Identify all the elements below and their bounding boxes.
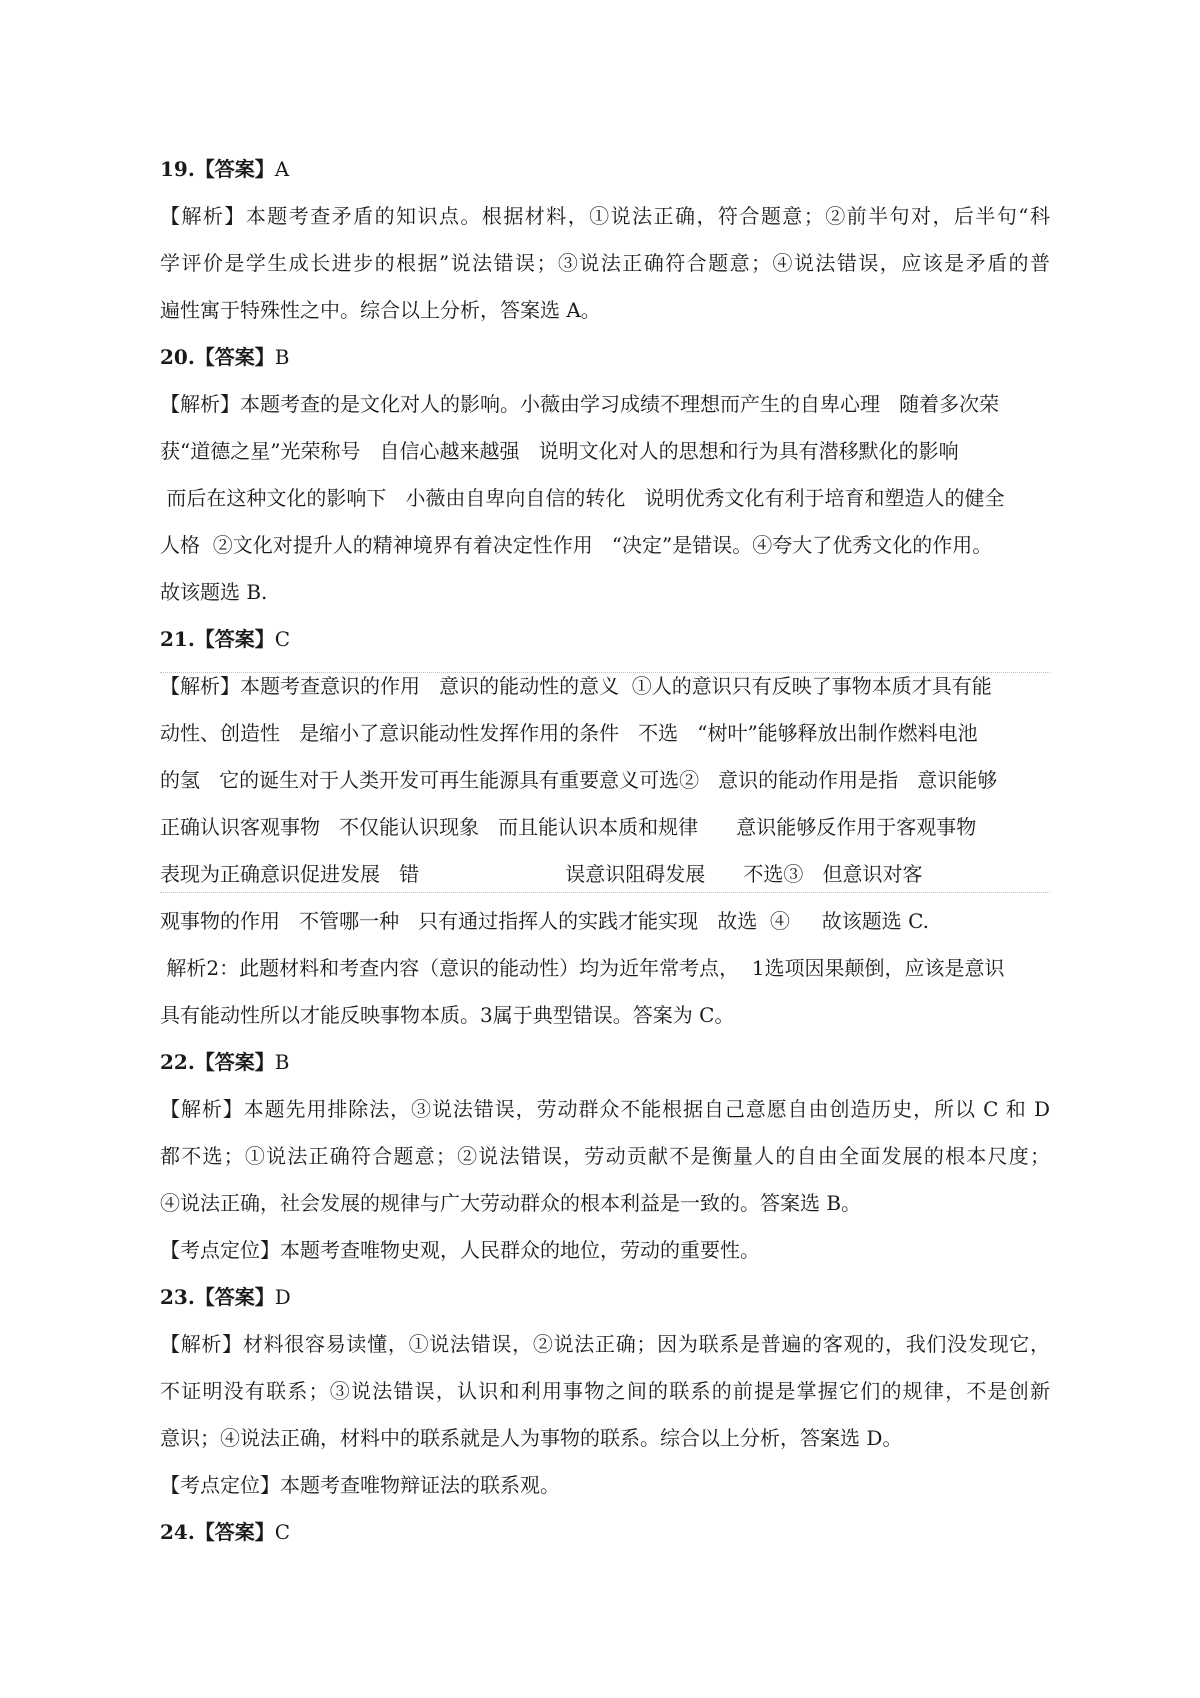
topic-note: 【考点定位】本题考查唯物史观，人民群众的地位，劳动的重要性。 bbox=[160, 1238, 760, 1262]
analysis-line: 表现为正确意识促进发展 错 误意识阻碍发展 不选③ 但意识对客 bbox=[160, 862, 923, 886]
analysis-line: 解析2：此题材料和考查内容（意识的能动性）均为近年常考点， 1选项因果颠倒，应该是意识 bbox=[160, 956, 1005, 980]
analysis-line: 的氢 它的诞生对于人类开发可再生能源具有重要意义可选② 意识的能动作用是指 意识能够 bbox=[160, 768, 998, 792]
answer-heading-22: 22.【答案】B bbox=[160, 1050, 290, 1074]
analysis-line: 而后在这种文化的影响下 小薇由自卑向自信的转化 说明优秀文化有利于培育和塑造人的健全 bbox=[160, 486, 1005, 510]
analysis-line: 都不选；①说法正确符合题意；②说法错误，劳动贡献不是衡量人的自由全面发展的根本尺度； bbox=[160, 1144, 1050, 1168]
dotted-separator bbox=[160, 892, 1050, 893]
analysis-line: 故该题选 B. bbox=[160, 580, 268, 604]
answer-letter: C bbox=[274, 627, 291, 651]
dotted-separator bbox=[160, 672, 1050, 673]
topic-note: 【考点定位】本题考查唯物辩证法的联系观。 bbox=[160, 1473, 560, 1497]
analysis-line: 获“道德之星”光荣称号 自信心越来越强 说明文化对人的思想和行为具有潜移默化的影响 bbox=[160, 439, 959, 463]
answer-heading-23: 23.【答案】D bbox=[160, 1285, 291, 1309]
analysis-line: 正确认识客观事物 不仅能认识现象 而且能认识本质和规律 意识能够反作用于客观事物 bbox=[160, 815, 977, 839]
answer-letter: C bbox=[274, 1520, 291, 1544]
answer-heading-21: 21.【答案】C bbox=[160, 627, 291, 651]
analysis-line: 【解析】本题考查矛盾的知识点。根据材料，①说法正确，符合题意；②前半句对，后半句“科 bbox=[160, 204, 1050, 228]
answer-letter: D bbox=[274, 1285, 291, 1309]
analysis-line: 具有能动性所以才能反映事物本质。3属于典型错误。答案为 C。 bbox=[160, 1003, 735, 1027]
analysis-line: 【解析】本题考查意识的作用 意识的能动性的意义 ①人的意识只有反映了事物本质才具有能 bbox=[160, 674, 992, 698]
answer-letter: B bbox=[274, 345, 290, 369]
analysis-line: ④说法正确，社会发展的规律与广大劳动群众的根本利益是一致的。答案选 B。 bbox=[160, 1191, 862, 1215]
analysis-line: 学评价是学生成长进步的根据”说法错误；③说法正确符合题意；④说法错误，应该是矛盾的普 bbox=[160, 251, 1050, 275]
answer-heading-19: 19.【答案】A bbox=[160, 157, 290, 181]
answer-letter: B bbox=[274, 1050, 290, 1074]
answer-heading-24: 24.【答案】C bbox=[160, 1520, 291, 1544]
analysis-line: 遍性寓于特殊性之中。综合以上分析，答案选 A。 bbox=[160, 298, 601, 322]
answer-letter: A bbox=[274, 157, 290, 181]
answer-heading-20: 20.【答案】B bbox=[160, 345, 290, 369]
analysis-line: 【解析】本题考查的是文化对人的影响。小薇由学习成绩不理想而产生的自卑心理 随着多次荣 bbox=[160, 392, 1000, 416]
analysis-line: 观事物的作用 不管哪一种 只有通过指挥人的实践才能实现 故选 ④ 故该题选 C. bbox=[160, 909, 930, 933]
analysis-line: 动性、创造性 是缩小了意识能动性发挥作用的条件 不选 “树叶”能够释放出制作燃料电池 bbox=[160, 721, 978, 745]
analysis-line: 人格 ②文化对提升人的精神境界有着决定性作用 “决定”是错误。④夸大了优秀文化的作用。 bbox=[160, 533, 993, 557]
analysis-line: 意识；④说法正确，材料中的联系就是人为事物的联系。综合以上分析，答案选 D。 bbox=[160, 1426, 903, 1450]
analysis-line: 不证明没有联系；③说法错误，认识和利用事物之间的联系的前提是掌握它们的规律，不是创新 bbox=[160, 1379, 1050, 1403]
analysis-line: 【解析】材料很容易读懂，①说法错误，②说法正确；因为联系是普遍的客观的，我们没发现它， bbox=[160, 1332, 1050, 1356]
analysis-line: 【解析】本题先用排除法，③说法错误，劳动群众不能根据自己意愿自由创造历史，所以 C 和 D bbox=[160, 1097, 1050, 1121]
